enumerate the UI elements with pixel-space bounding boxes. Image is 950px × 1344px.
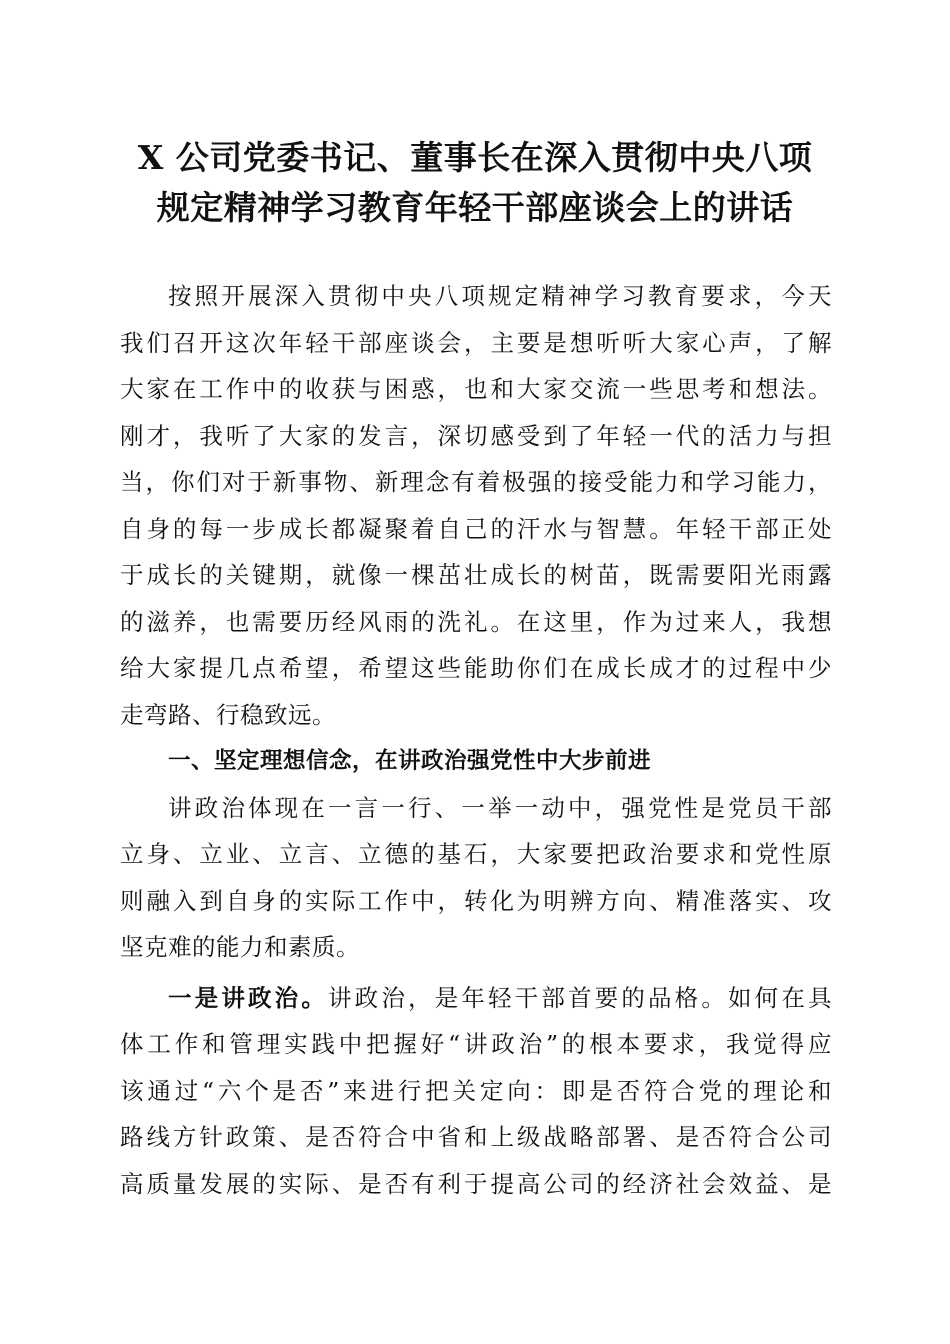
paragraph-line: 路线方针政策、是否符合中省和上级战略部署、是否符合公司	[120, 1123, 832, 1151]
paragraph-point-1	[120, 975, 832, 1208]
paragraph-line	[120, 975, 832, 1022]
paragraph-line: 坚克难的能力和素质。	[120, 933, 360, 961]
paragraph-line: 讲政治体现在一言一行、一举一动中，强党性是党员干部	[168, 793, 832, 822]
document-body	[120, 273, 832, 1207]
paragraph-line: 的滋养，也需要历经风雨的洗礼。在这里，作为过来人，我想	[120, 607, 832, 636]
document-title	[80, 133, 870, 233]
paragraph-intro	[120, 273, 832, 738]
title-line-2: 规定精神学习教育年轻干部座谈会上的讲话	[156, 188, 794, 227]
paragraph-line: 走弯路、行稳致远。	[120, 700, 336, 729]
paragraph-line: 则融入到自身的实际工作中，转化为明辨方向、精准落实、攻	[120, 886, 832, 915]
paragraph-line: 刚才，我听了大家的发言，深切感受到了年轻一代的活力与担	[120, 421, 832, 450]
paragraph-line: 于成长的关键期，就像一棵茁壮成长的树苗，既需要阳光雨露	[120, 561, 832, 589]
paragraph-line-rest: 讲政治，是年轻干部首要的品格。如何在具	[328, 983, 832, 1012]
paragraph-line: 立身、立业、立言、立德的基石，大家要把政治要求和党性原	[120, 840, 832, 868]
paragraph-line: 我们召开这次年轻干部座谈会，主要是想听听大家心声，了解	[120, 328, 832, 357]
section-heading-1: 一、坚定理想信念，在讲政治强党性中大步前进	[168, 748, 652, 774]
paragraph-line: 当，你们对于新事物、新理念有着极强的接受能力和学习能力，	[120, 468, 832, 496]
paragraph-line: 自身的每一步成长都凝聚着自己的汗水与智慧。年轻干部正处	[120, 514, 832, 543]
paragraph-line: 大家在工作中的收获与困惑，也和大家交流一些思考和想法。	[120, 375, 832, 403]
paragraph-line: 按照开展深入贯彻中央八项规定精神学习教育要求，今天	[168, 282, 832, 310]
paragraph-lead: 一是讲政治。	[168, 983, 328, 1012]
title-line-1: X 公司党委书记、董事长在深入贯彻中央八项	[137, 138, 813, 177]
paragraph-line: 体工作和管理实践中把握好“讲政治”的根本要求，我觉得应	[120, 1030, 832, 1058]
paragraph-section-1-intro	[120, 785, 832, 971]
paragraph-line: 该通过“六个是否”来进行把关定向：即是否符合党的理论和	[120, 1076, 832, 1105]
paragraph-line: 给大家提几点希望，希望这些能助你们在成长成才的过程中少	[120, 654, 832, 682]
paragraph-line: 高质量发展的实际、是否有利于提高公司的经济社会效益、是	[120, 1169, 832, 1198]
